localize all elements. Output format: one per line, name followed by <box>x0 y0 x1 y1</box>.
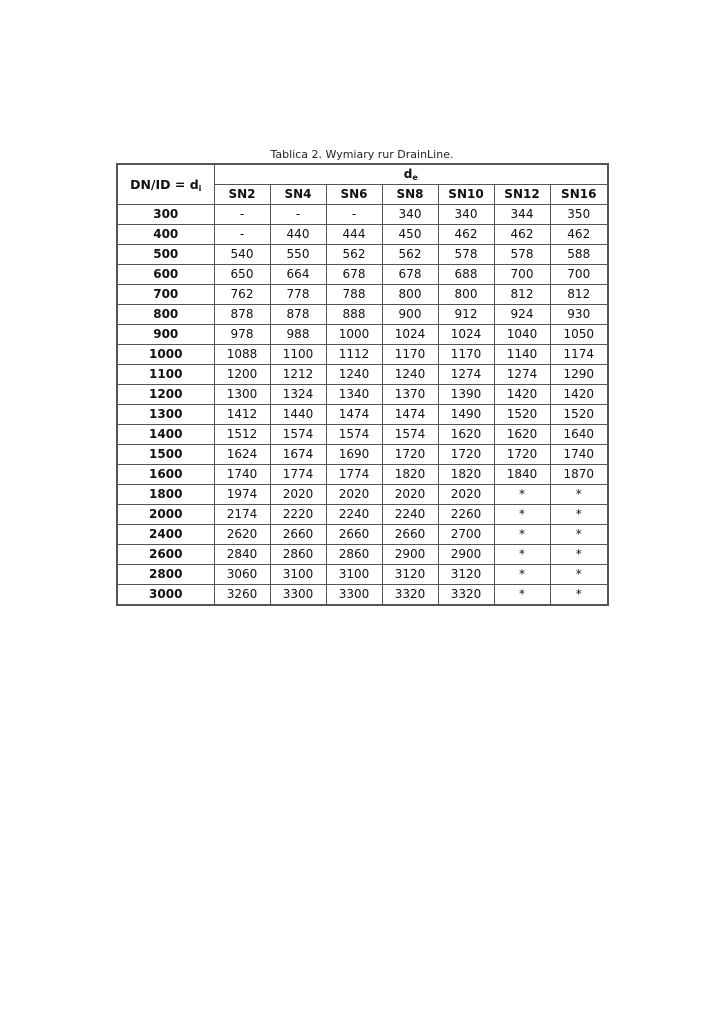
table-cell: 3320 <box>438 585 494 606</box>
table-cell: 1420 <box>550 385 608 405</box>
table-cell: 900 <box>382 305 438 325</box>
table-cell: 1340 <box>326 385 382 405</box>
table-cell: 340 <box>438 205 494 225</box>
table-cell: 978 <box>214 325 270 345</box>
table-cell: 2260 <box>438 505 494 525</box>
table-cell: 578 <box>494 245 550 265</box>
table-cell: 1520 <box>550 405 608 425</box>
row-header-dn: 1100 <box>117 365 214 385</box>
row-header-dn: 500 <box>117 245 214 265</box>
table-cell: 462 <box>550 225 608 245</box>
table-cell: 1574 <box>382 425 438 445</box>
table-cell: 1040 <box>494 325 550 345</box>
table-cell: 3300 <box>326 585 382 606</box>
table-cell: 1000 <box>326 325 382 345</box>
row-header-dn: 600 <box>117 265 214 285</box>
row-header-dn: 800 <box>117 305 214 325</box>
row-header-dn: 1400 <box>117 425 214 445</box>
table-row <box>117 465 608 485</box>
table-cell: 2240 <box>382 505 438 525</box>
table-cell: 562 <box>326 245 382 265</box>
table-cell: 812 <box>494 285 550 305</box>
table-cell: 2840 <box>214 545 270 565</box>
table-cell: 462 <box>494 225 550 245</box>
row-header-dn: 3000 <box>117 585 214 606</box>
table-cell: 924 <box>494 305 550 325</box>
table-cell: 450 <box>382 225 438 245</box>
table-cell: 912 <box>438 305 494 325</box>
table-cell: 2020 <box>270 485 326 505</box>
table-cell: 1240 <box>326 365 382 385</box>
table-cell: 2660 <box>326 525 382 545</box>
table-cell: 1324 <box>270 385 326 405</box>
table-cell: 1720 <box>494 445 550 465</box>
table-cell: 562 <box>382 245 438 265</box>
table-cell: 462 <box>438 225 494 245</box>
table-cell: 1390 <box>438 385 494 405</box>
table-row <box>117 245 608 265</box>
row-header-dn: 1200 <box>117 385 214 405</box>
table-cell: - <box>326 205 382 225</box>
row-header-dn: 1600 <box>117 465 214 485</box>
table-cell: 1170 <box>438 345 494 365</box>
table-cell: 678 <box>382 265 438 285</box>
column-header-sn12: SN12 <box>494 185 550 205</box>
table-cell: 550 <box>270 245 326 265</box>
dn-id-header-sub: i <box>198 184 202 193</box>
table-cell: 1720 <box>438 445 494 465</box>
row-header-dn: 700 <box>117 285 214 305</box>
row-header-dn: 1800 <box>117 485 214 505</box>
table-body <box>117 205 608 606</box>
row-header-dn: 300 <box>117 205 214 225</box>
table-cell: 800 <box>438 285 494 305</box>
table-cell: 1870 <box>550 465 608 485</box>
table-cell: * <box>550 505 608 525</box>
table-cell: 1140 <box>494 345 550 365</box>
table-row <box>117 225 608 245</box>
table-cell: 1620 <box>438 425 494 445</box>
table-cell: 650 <box>214 265 270 285</box>
table-cell: 688 <box>438 265 494 285</box>
table-cell: 444 <box>326 225 382 245</box>
table-cell: * <box>550 485 608 505</box>
table-cell: 1024 <box>382 325 438 345</box>
table-row <box>117 485 608 505</box>
table-cell: 1820 <box>382 465 438 485</box>
table-cell: 678 <box>326 265 382 285</box>
table-row <box>117 505 608 525</box>
table-cell: * <box>494 505 550 525</box>
pipe-dimensions-table <box>116 163 609 606</box>
table-cell: 1740 <box>214 465 270 485</box>
table-cell: 2860 <box>326 545 382 565</box>
table-cell: 2700 <box>438 525 494 545</box>
table-cell: 2900 <box>382 545 438 565</box>
table-cell: 1840 <box>494 465 550 485</box>
table-cell: 1050 <box>550 325 608 345</box>
table-cell: 1112 <box>326 345 382 365</box>
table-cell: - <box>214 205 270 225</box>
row-header-dn: 2400 <box>117 525 214 545</box>
column-header-sn6: SN6 <box>326 185 382 205</box>
table-caption: Tablica 2. Wymiary rur DrainLine. <box>270 148 454 161</box>
de-header-main: d <box>403 167 413 181</box>
table-cell: 878 <box>214 305 270 325</box>
table-cell: 1300 <box>214 385 270 405</box>
table-cell: 762 <box>214 285 270 305</box>
table-cell: 350 <box>550 205 608 225</box>
table-cell: 3060 <box>214 565 270 585</box>
table-cell: 1240 <box>382 365 438 385</box>
table-row <box>117 585 608 606</box>
table-cell: 664 <box>270 265 326 285</box>
table-cell: 2020 <box>326 485 382 505</box>
table-cell: 1100 <box>270 345 326 365</box>
table-cell: * <box>494 585 550 606</box>
table-cell: 1624 <box>214 445 270 465</box>
table-cell: 788 <box>326 285 382 305</box>
table-cell: 812 <box>550 285 608 305</box>
table-cell: 1174 <box>550 345 608 365</box>
table-cell: - <box>214 225 270 245</box>
table-cell: - <box>270 205 326 225</box>
table-cell: 1520 <box>494 405 550 425</box>
table-row <box>117 325 608 345</box>
column-header-sn16: SN16 <box>550 185 608 205</box>
table-cell: 1412 <box>214 405 270 425</box>
table-cell: 3300 <box>270 585 326 606</box>
table-cell: 988 <box>270 325 326 345</box>
table-cell: 1574 <box>270 425 326 445</box>
table-row <box>117 545 608 565</box>
table-cell: 1574 <box>326 425 382 445</box>
table-row <box>117 305 608 325</box>
table-cell: 1774 <box>326 465 382 485</box>
table-cell: * <box>550 525 608 545</box>
table-cell: 2020 <box>438 485 494 505</box>
table-header <box>117 164 608 205</box>
table-cell: * <box>494 565 550 585</box>
table-cell: 1820 <box>438 465 494 485</box>
table-cell: 1440 <box>270 405 326 425</box>
table-cell: 1212 <box>270 365 326 385</box>
table-cell: 2020 <box>382 485 438 505</box>
dn-id-header <box>117 164 214 205</box>
table-cell: 540 <box>214 245 270 265</box>
table-cell: 1274 <box>494 365 550 385</box>
table-cell: 3120 <box>438 565 494 585</box>
table-cell: 1512 <box>214 425 270 445</box>
table-cell: 3100 <box>326 565 382 585</box>
table-cell: 1024 <box>438 325 494 345</box>
table-row <box>117 265 608 285</box>
table-cell: 2900 <box>438 545 494 565</box>
table-cell: 3100 <box>270 565 326 585</box>
row-header-dn: 400 <box>117 225 214 245</box>
table-cell: 700 <box>494 265 550 285</box>
table-cell: 1720 <box>382 445 438 465</box>
table-cell: 1774 <box>270 465 326 485</box>
table-cell: 1490 <box>438 405 494 425</box>
table-cell: 1620 <box>494 425 550 445</box>
row-header-dn: 1300 <box>117 405 214 425</box>
de-header-sub: e <box>412 173 418 182</box>
table-cell: 2174 <box>214 505 270 525</box>
table-row <box>117 425 608 445</box>
table-row <box>117 365 608 385</box>
row-header-dn: 900 <box>117 325 214 345</box>
row-header-dn: 2800 <box>117 565 214 585</box>
column-header-sn2: SN2 <box>214 185 270 205</box>
table-cell: 3260 <box>214 585 270 606</box>
table-row <box>117 205 608 225</box>
table-row <box>117 385 608 405</box>
table-cell: 2860 <box>270 545 326 565</box>
table-cell: 1420 <box>494 385 550 405</box>
table-cell: 2240 <box>326 505 382 525</box>
table-cell: 1474 <box>326 405 382 425</box>
table-cell: 2220 <box>270 505 326 525</box>
table-row <box>117 525 608 545</box>
table-cell: 1640 <box>550 425 608 445</box>
table-cell: 2660 <box>382 525 438 545</box>
table-cell: 700 <box>550 265 608 285</box>
table-cell: 800 <box>382 285 438 305</box>
table-cell: 888 <box>326 305 382 325</box>
table-cell: 578 <box>438 245 494 265</box>
table-cell: 1674 <box>270 445 326 465</box>
table-cell: 1690 <box>326 445 382 465</box>
row-header-dn: 2000 <box>117 505 214 525</box>
table-cell: 1290 <box>550 365 608 385</box>
table-cell: * <box>550 545 608 565</box>
dn-id-header-main: DN/ID = d <box>130 177 199 192</box>
table-cell: 440 <box>270 225 326 245</box>
table-cell: 1974 <box>214 485 270 505</box>
table-cell: 930 <box>550 305 608 325</box>
table-cell: 3120 <box>382 565 438 585</box>
table-cell: 1370 <box>382 385 438 405</box>
table-row <box>117 565 608 585</box>
row-header-dn: 1500 <box>117 445 214 465</box>
table-cell: 1474 <box>382 405 438 425</box>
table-cell: 878 <box>270 305 326 325</box>
table-row <box>117 405 608 425</box>
table-cell: 1274 <box>438 365 494 385</box>
column-header-sn4: SN4 <box>270 185 326 205</box>
column-header-sn8: SN8 <box>382 185 438 205</box>
table-cell: 3320 <box>382 585 438 606</box>
row-header-dn: 1000 <box>117 345 214 365</box>
table-cell: 340 <box>382 205 438 225</box>
table-cell: 588 <box>550 245 608 265</box>
de-group-header <box>214 164 608 185</box>
column-header-sn10: SN10 <box>438 185 494 205</box>
table-cell: 778 <box>270 285 326 305</box>
table-cell: 1170 <box>382 345 438 365</box>
table-row <box>117 285 608 305</box>
table-cell: 1740 <box>550 445 608 465</box>
table-cell: * <box>550 585 608 606</box>
table-cell: * <box>494 545 550 565</box>
table-cell: 2660 <box>270 525 326 545</box>
table-row <box>117 445 608 465</box>
table-row <box>117 345 608 365</box>
table-cell: 344 <box>494 205 550 225</box>
row-header-dn: 2600 <box>117 545 214 565</box>
table-cell: 1088 <box>214 345 270 365</box>
table-cell: 1200 <box>214 365 270 385</box>
table-cell: 2620 <box>214 525 270 545</box>
table-cell: * <box>494 485 550 505</box>
table-cell: * <box>550 565 608 585</box>
table-cell: * <box>494 525 550 545</box>
